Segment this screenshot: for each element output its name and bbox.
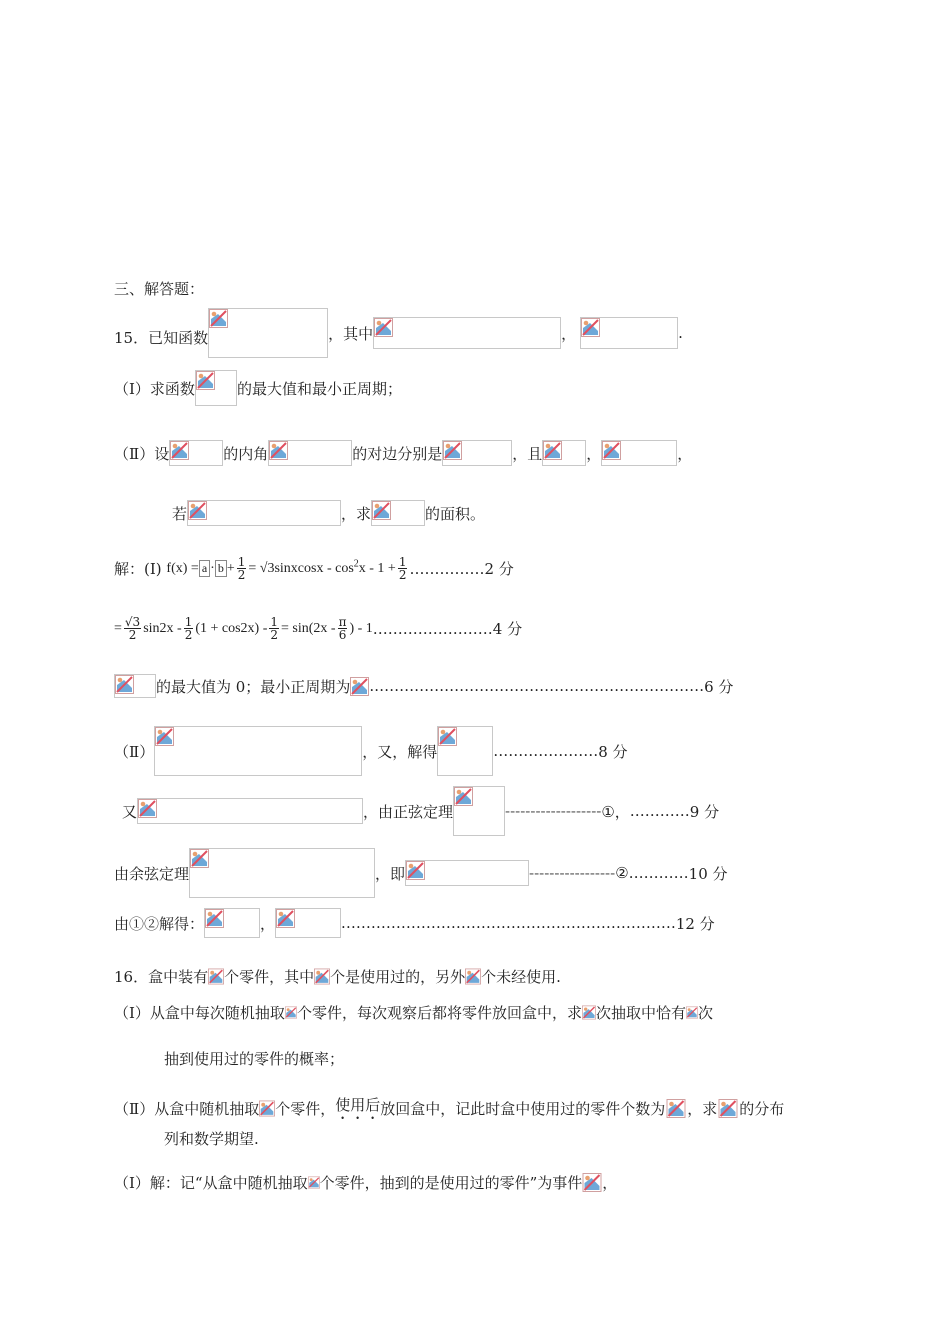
q16-line5: 列和数学期望.: [164, 1130, 259, 1148]
q15-line1: 15．已知函数 ，其中 ， .: [114, 308, 683, 358]
q16-line3: 抽到使用过的零件的概率；: [164, 1050, 345, 1068]
image-placeholder: [169, 440, 223, 466]
q15-line2: （Ⅰ）求函数 的最大值和最小正周期；: [114, 370, 402, 406]
q16-line2: （Ⅰ）从盒中每次随机抽取 个零件，每次观察后都将零件放回盒中，求 次抽取中恰有 次: [114, 1004, 713, 1022]
q15-line3: （Ⅱ）设 的内角 的对边分别是 ，且 ， ，: [114, 440, 692, 466]
image-placeholder: [453, 786, 505, 836]
q16-line4: （Ⅱ）从盒中随机抽取 个零件，使用后放回盒中，记此时盒中使用过的零件个数为 ，求 的分布: [114, 1096, 785, 1118]
broken-image-icon: [372, 501, 391, 520]
image-placeholder: [350, 677, 369, 696]
broken-image-icon: [285, 1003, 297, 1022]
image-placeholder: [465, 967, 481, 986]
broken-image-icon: [602, 441, 621, 460]
image-placeholder: [601, 440, 677, 466]
broken-image-icon: [443, 441, 462, 460]
image-placeholder: [275, 908, 341, 938]
image-placeholder: [442, 440, 512, 466]
broken-image-icon: [190, 849, 209, 868]
broken-image-icon: [314, 967, 330, 986]
image-placeholder: [137, 798, 363, 824]
broken-image-icon: [188, 501, 207, 520]
broken-image-icon: [259, 1099, 275, 1118]
broken-image-icon: [438, 727, 457, 746]
broken-image-icon: [155, 727, 174, 746]
q16-line1: 16．盒中装有 个零件，其中 个是使用过的，另外 个未经使用.: [114, 968, 561, 986]
image-placeholder: [405, 860, 529, 886]
image-placeholder: [154, 726, 362, 776]
image-placeholder: [208, 308, 328, 358]
q15-line4: 若 ，求 的面积。: [172, 500, 485, 526]
image-placeholder: [285, 1003, 297, 1022]
broken-image-icon: [276, 909, 295, 928]
solution-line1: 解：(Ⅰ) f(x) =a·b+ $\frac{1}{2}$ = √3sinxcosx - $\cos^2x - 1$ + $\frac{1}{2}$ ……………2 分: [114, 555, 514, 582]
image-placeholder: [582, 1003, 596, 1022]
broken-image-icon: [170, 441, 189, 460]
image-placeholder: [542, 440, 586, 466]
image-placeholder: [717, 1099, 739, 1118]
image-placeholder: [308, 1173, 320, 1192]
broken-image-icon: [138, 799, 157, 818]
image-placeholder: [208, 967, 224, 986]
image-placeholder: [187, 500, 341, 526]
broken-image-icon: [115, 675, 134, 694]
image-placeholder: [189, 848, 375, 898]
image-placeholder: [665, 1099, 687, 1118]
broken-image-icon: [665, 1099, 687, 1118]
solution-line5: 又 ，由正弦定理 -------------------①，…………9 分: [122, 786, 719, 836]
section-title: 三、解答题：: [114, 280, 205, 298]
image-placeholder: [582, 1173, 602, 1192]
image-placeholder: [204, 908, 260, 938]
q16-line6: （Ⅰ）解：记“从盒中随机抽取 个零件，抽到的是使用过的零件”为事件 ，: [114, 1174, 618, 1192]
image-placeholder: [686, 1003, 698, 1022]
solution-line7: 由①②解得： ， .…………………………………………………………12 分: [114, 908, 715, 938]
broken-image-icon: [582, 1173, 602, 1192]
broken-image-icon: [543, 441, 562, 460]
image-placeholder: [314, 967, 330, 986]
image-placeholder: [195, 370, 237, 406]
broken-image-icon: [196, 371, 215, 390]
solution-line2: = $\frac{√3}{2}$ sin2x - $\frac{1}{2}$ (1 + cos2x) - $\frac{1}{2}$ = sin(2x - $\frac{\pi}{6}$ ) - 1……………………4 分: [114, 615, 523, 642]
image-placeholder: [259, 1099, 275, 1118]
broken-image-icon: [269, 441, 288, 460]
solution-line4: （Ⅱ） ，又，解得 …………………8 分: [114, 726, 628, 776]
solution-line6: 由余弦定理 ，即 -----------------②…………10 分: [114, 848, 728, 898]
image-placeholder: [373, 317, 561, 349]
broken-image-icon: [374, 318, 393, 337]
broken-image-icon: [465, 967, 481, 986]
broken-image-icon: [581, 318, 600, 337]
image-placeholder: [580, 317, 678, 349]
broken-image-icon: [208, 967, 224, 986]
image-placeholder: [268, 440, 352, 466]
solution-line3: 的最大值为 0；最小正周期为 .…………………………………………………………6 分: [114, 674, 733, 698]
image-placeholder: [437, 726, 493, 776]
broken-image-icon: [582, 1003, 596, 1022]
image-placeholder: [371, 500, 425, 526]
broken-image-icon: [717, 1099, 739, 1118]
broken-image-icon: [350, 677, 369, 696]
broken-image-icon: [406, 861, 425, 880]
broken-image-icon: [454, 787, 473, 806]
broken-image-icon: [308, 1173, 320, 1192]
broken-image-icon: [205, 909, 224, 928]
broken-image-icon: [209, 309, 228, 328]
broken-image-icon: [686, 1003, 698, 1022]
image-placeholder: [114, 674, 156, 698]
